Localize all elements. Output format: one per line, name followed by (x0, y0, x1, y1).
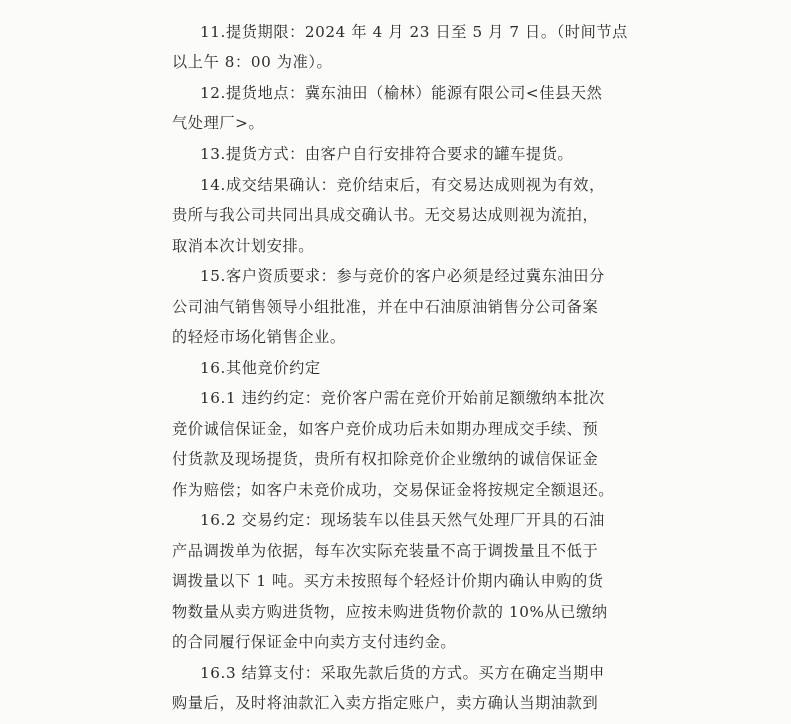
text-line: 16.1 违约约定：竞价客户需在竞价开始前足额缴纳本批次 (200, 389, 605, 407)
text-line: 15.客户资质要求：参与竞价的客户必须是经过冀东油田分 (200, 267, 605, 285)
text-line: 贵所与我公司共同出具成交确认书。无交易达成则视为流拍， (172, 206, 599, 224)
text-line: 11.提货期限：2024 年 4 月 23 日至 5 月 7 日。（时间节点 (200, 23, 628, 41)
section-heading: 16.其他竞价约定 (200, 359, 321, 377)
text-line: 付货款及现场提货，贵所有权扣除竞价企业缴纳的诚信保证金 (172, 450, 599, 468)
text-line: 购量后，及时将油款汇入卖方指定账户，卖方确认当期油款到 (172, 694, 599, 712)
text-line: 14.成交结果确认：竞价结束后，有交易达成则视为有效， (200, 176, 605, 194)
text-line: 竞价诚信保证金，如客户竞价成功后未如期办理成交手续、预 (172, 420, 599, 438)
text-line: 16.2 交易约定：现场装车以佳县天然气处理厂开具的石油 (200, 511, 605, 529)
text-line: 作为赔偿；如客户未竞价成功，交易保证金将按规定全额退还。 (172, 481, 615, 499)
text-line: 13.提货方式：由客户自行安排符合要求的罐车提货。 (200, 145, 574, 163)
text-line: 物数量从卖方购进货物，应按未购进货物价款的 10%从已缴纳 (172, 603, 608, 621)
text-line: 的合同履行保证金中向卖方支付违约金。 (172, 633, 457, 651)
text-line: 公司油气销售领导小组批准，并在中石油原油销售分公司备案 (172, 298, 599, 316)
text-line: 16.3 结算支付：采取先款后货的方式。买方在确定当期申 (200, 664, 605, 682)
text-line: 以上午 8：00 为准）。 (172, 53, 333, 71)
text-line: 产品调拨单为依据，每车次实际充装量不高于调拨量且不低于 (172, 542, 599, 560)
text-line: 的轻烃市场化销售企业。 (172, 328, 346, 346)
text-line: 12.提货地点：冀东油田（榆林）能源有限公司<佳县天然 (200, 84, 603, 102)
text-line: 取消本次计划安排。 (172, 237, 315, 255)
text-line: 调拨量以下 1 吨。买方未按照每个轻烃计价期内确认申购的货 (172, 572, 604, 590)
text-line: 气处理厂>。 (172, 114, 265, 132)
